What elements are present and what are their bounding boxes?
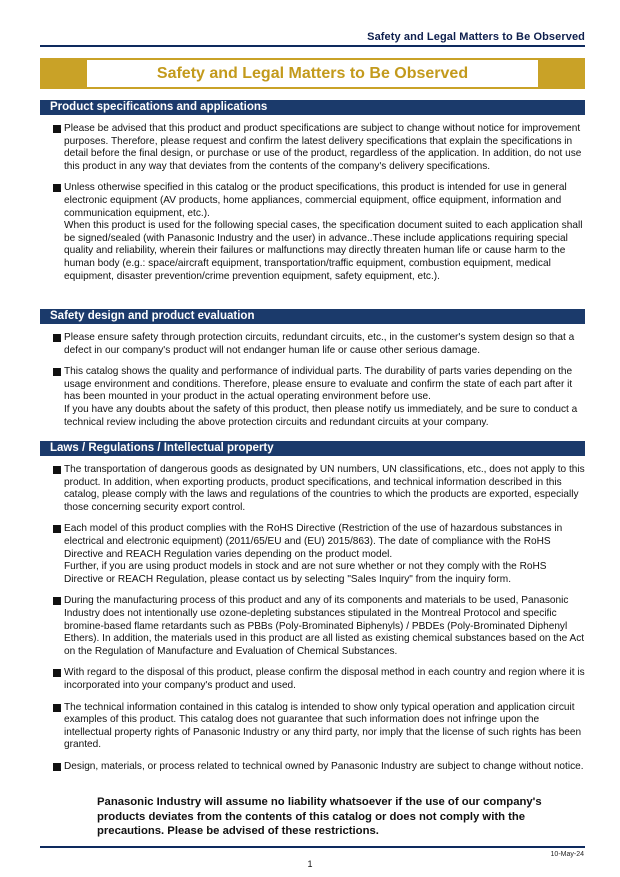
- item-paragraph: With regard to the disposal of this product, please confirm the disposal method in each country and region where it is incorporated into your company's product and used.: [64, 667, 585, 691]
- square-bullet-icon: [53, 184, 61, 192]
- section-heading: Safety design and product evaluation: [40, 309, 585, 324]
- item-paragraph: Please ensure safety through protection circuits, redundant circuits, etc., in the customer's system design so that a defect in our company's product will not endanger human life or cause other serious damage.: [64, 332, 575, 356]
- square-bullet-icon: [53, 704, 61, 712]
- item-paragraph: Each model of this product complies with the RoHS Directive (Restriction of the use of hazardous substances in electrical and electronic equipment) (2011/65/EU and (EU) 2015/863). The date of compliance with the RoHS Directive and REACH Regulation varies depending on the product model.: [64, 523, 563, 560]
- page-title: Safety and Legal Matters to Be Observed: [87, 60, 538, 87]
- item-paragraph: Unless otherwise specified in this catalog or the product specifications, this product is intended for use in general electronic equipment (AV products, home appliances, commercial equipment, office equipment, information and communication equipment, etc.).: [64, 182, 567, 219]
- item-paragraph: Further, if you are using product models in stock and are not sure whether or not they comply with the RoHS Directive or REACH Regulation, please contact us by selecting "Sales Inquiry" from the inquiry form.: [64, 561, 547, 585]
- list-item: [40, 667, 585, 692]
- item-paragraph: During the manufacturing process of this product and any of its components and materials to be used, Panasonic Industry does not intentionally use ozone-depleting substances stipulated in the Montreal Protocol and specific bromine-based flame retardants such as PBBs (Poly-Brominated Biphenyls) / PBDEs (Poly-Brominated Diphenyl Ethers). In addition, the materials used in this product are all listed as existing chemical substances based on the Act on the Regulation of Manufacture and Evaluation of Chemical Substances.: [64, 595, 585, 657]
- list-item: [40, 123, 585, 173]
- running-header: Safety and Legal Matters to Be Observed: [367, 31, 585, 43]
- footer-rule: [40, 846, 585, 848]
- square-bullet-icon: [53, 125, 61, 133]
- list-item: [40, 595, 585, 658]
- square-bullet-icon: [53, 525, 61, 533]
- item-paragraph: Please be advised that this product and product specifications are subject to change without notice for improvement purposes. Therefore, please request and confirm the latest delivery specifications that explain the specifications in detail before the final design, or purchase or use of the product, regardless of the application. In addition, do not use this product in any way that deviates from the contents of the company's delivery specifications.: [64, 123, 582, 172]
- list-item: [40, 761, 585, 774]
- item-paragraph: The technical information contained in this catalog is intended to show only typical operation and application circuit examples of this product. This catalog does not guarantee that such information does not infringe upon the intellectual property rights of Panasonic Industry or any third party, nor imply that the license of such rights has been granted.: [64, 701, 582, 751]
- square-bullet-icon: [53, 763, 61, 771]
- header-rule: [40, 45, 585, 47]
- item-paragraph: The transportation of dangerous goods as designated by UN numbers, UN classifications, etc., does not apply to this product. In addition, when exporting products, product specifications, and technical information described in this catalog, please comply with the laws and regulations of the countries to which the products are exported, especially those concerning security export control.: [64, 464, 585, 513]
- list-item: [40, 702, 585, 752]
- item-paragraph: This catalog shows the quality and performance of individual parts. The durability of parts varies depending on the usage environment and conditions. Therefore, please ensure to evaluate and confirm the state of each part after it has been mounted in your product in the actual operating environment before use.: [64, 366, 573, 403]
- section-heading: Laws / Regulations / Intellectual property: [40, 441, 585, 456]
- title-banner: [40, 58, 585, 89]
- section-heading: Product specifications and applications: [40, 100, 585, 115]
- list-item: [40, 332, 585, 357]
- section-laws-regulations: [40, 441, 585, 782]
- square-bullet-icon: [53, 669, 61, 677]
- list-item: [40, 182, 585, 283]
- list-item: [40, 523, 585, 586]
- item-paragraph: Design, materials, or process related to technical owned by Panasonic Industry are subject to change without notice.: [64, 760, 584, 772]
- page-number: 1: [307, 859, 313, 869]
- list-item: [40, 464, 585, 514]
- item-paragraph: If you have any doubts about the safety of this product, then please notify us immediately, and be sure to conduct a technical review including the above protection circuits and redundant circuits at your company.: [64, 403, 578, 428]
- liability-notice: Panasonic Industry will assume no liability whatsoever if the use of our company's products deviates from the contents of this catalog or does not comply with the precautions. Please be advised of these restrictions.: [97, 796, 542, 837]
- square-bullet-icon: [53, 368, 61, 376]
- square-bullet-icon: [53, 597, 61, 605]
- square-bullet-icon: [53, 334, 61, 342]
- document-date: 10-May-24: [550, 851, 584, 858]
- list-item: [40, 366, 585, 429]
- section-product-specifications: [40, 100, 585, 292]
- item-paragraph: When this product is used for the following special cases, the specification document suited to each application shall be signed/sealed (with Panasonic Industry and the user) in advance..These include applications requiring special quality and reliability, wherein their failures or malfunctions may directly threaten human life or cause harm to the human body (e.g.: space/aircraft equipment, transportation/traffic equipment, combustion equipment, medical equipment, disaster prevention/crime prevention equipment, safety equipment, etc.).: [64, 220, 583, 282]
- section-safety-design: [40, 309, 585, 438]
- square-bullet-icon: [53, 466, 61, 474]
